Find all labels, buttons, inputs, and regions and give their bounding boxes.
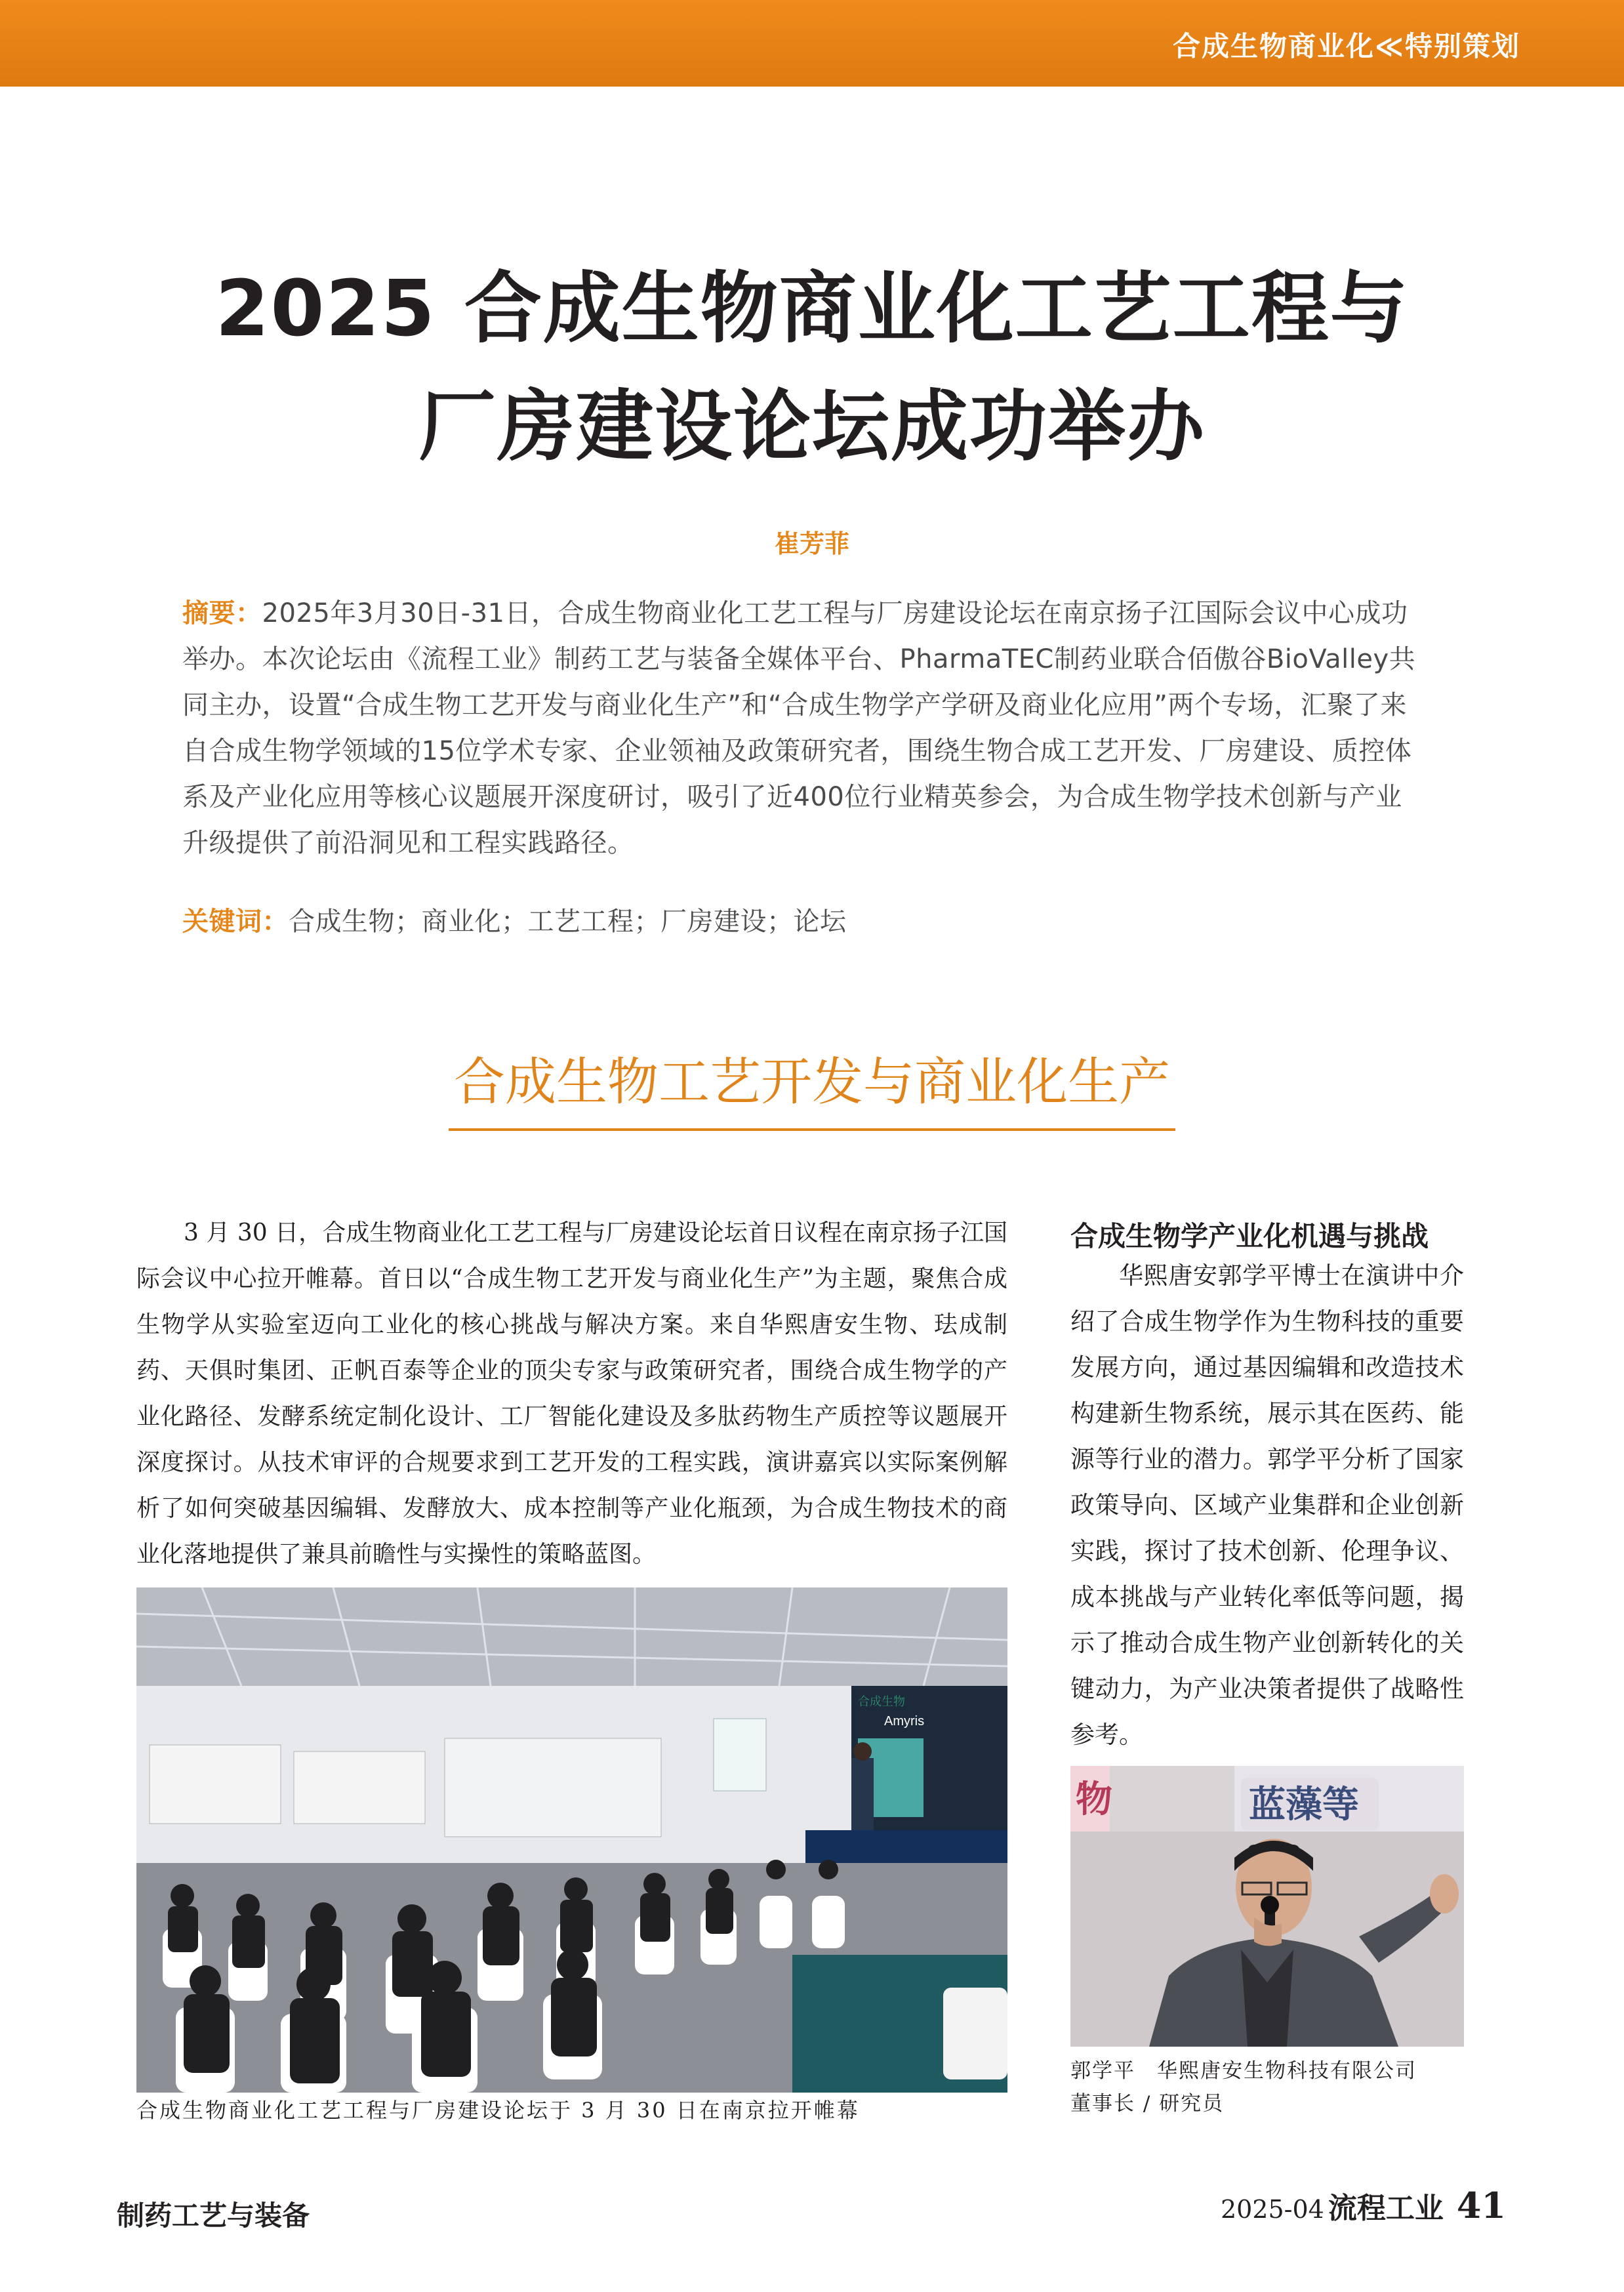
abstract-label: 摘要： [182,598,262,628]
keywords [182,899,1422,945]
speaker-photo [1070,1766,1464,2047]
side-heading: 合成生物学产业化机遇与挑战 [1070,1220,1429,1252]
section-heading-text: 合成生物工艺开发与商业化生产 [449,1048,1175,1131]
slide-sign-b: 合成生物 [858,1695,905,1709]
section-heading [0,1048,1624,1131]
footer-issue-info [1221,2184,1506,2226]
speaker-caption [1070,2055,1477,2120]
title-line-1: 2025 合成生物商业化工艺工程与 [215,263,1409,354]
footer-column-name: 制药工艺与装备 [117,2200,310,2232]
footer-magazine: 流程工业 [1328,2192,1444,2225]
page-number: 41 [1456,2184,1506,2226]
abstract [182,590,1422,866]
speaker-caption-line-2: 董事长 / 研究员 [1070,2092,1225,2116]
body-paragraph: 3 月 30 日，合成生物商业化工艺工程与厂房建设论坛首日议程在南京扬子江国际会议中心拉开帷幕。首日以“合成生物工艺开发与商业化生产”为主题，聚焦合成生物学从实验室迈向工业化的核心挑战与解决方案。来自华熙唐安生物、珐成制药、天俱时集团、正帆百泰等企业的顶尖专家与政策研究者，围绕合成生物学的产业化路径、发酵系统定制化设计、工厂智能化建设及多肽药物生产质控等议题展开深度探讨。从技术审评的合规要求到工艺开发的工程实践，演讲嘉宾以实际案例解析了如何突破基因编辑、发酵放大、成本控制等产业化瓶颈，为合成生物技术的商业化落地提供了兼具前瞻性与实操性的策略蓝图。 [136,1219,1007,1568]
photo-main-caption: 合成生物商业化工艺工程与厂房建设论坛于 3 月 30 日在南京拉开帷幕 [136,2098,860,2123]
side-paragraph: 华熙唐安郭学平博士在演讲中介绍了合成生物学作为生物科技的重要发展方向，通过基因编辑和改造技术构建新生物系统，展示其在医药、能源等行业的潜力。郭学平分析了国家政策导向、区域产业集群和企业创新实践，探讨了技术创新、伦理争议、成本挑战与产业转化率低等问题，揭示了推动合成生物产业创新转化的关键动力，为产业决策者提供了战略性参考。 [1070,1261,1464,1749]
footer-issue: 2025-04 [1220,2195,1324,2224]
slide-fragment-a: 物 [1076,1778,1112,1821]
keywords-text: 合成生物；商业化；工艺工程；厂房建设；论坛 [289,907,847,937]
article-title [0,249,1624,485]
header-banner-bar [0,0,1624,87]
title-line-2: 厂房建设论坛成功举办 [418,381,1206,472]
author: 崔芳菲 [774,529,849,558]
keywords-label: 关键词： [182,907,289,937]
abstract-text: 2025年3月30日-31日，合成生物商业化工艺工程与厂房建设论坛在南京扬子江国际会议中心成功举办。本次论坛由《流程工业》制药工艺与装备全媒体平台、PharmaTEC制药业联合佰傲谷BioValley共同主办，设置“合成生物工艺开发与商业化生产”和“合成生物学产学研及商业化应用”两个专场，汇聚了来自合成生物学领域的15位学术专家、企业领袖及政策研究者，围绕生物合成工艺开发、厂房建设、质控体系及产业化应用等核心议题展开深度研讨，吸引了近400位行业精英参会，为合成生物学技术创新与产业升级提供了前沿洞见和工程实践路径。 [182,598,1416,858]
slide-sign-a: Amyris [884,1714,925,1729]
slide-fragment-b: 蓝藻等 [1249,1784,1359,1826]
conference-hall-photo [136,1587,1007,2093]
section-banner: 合成生物商业化≪特别策划 [1173,30,1520,62]
speaker-caption-line-1: 郭学平 华熙唐安生物科技有限公司 [1070,2059,1417,2083]
